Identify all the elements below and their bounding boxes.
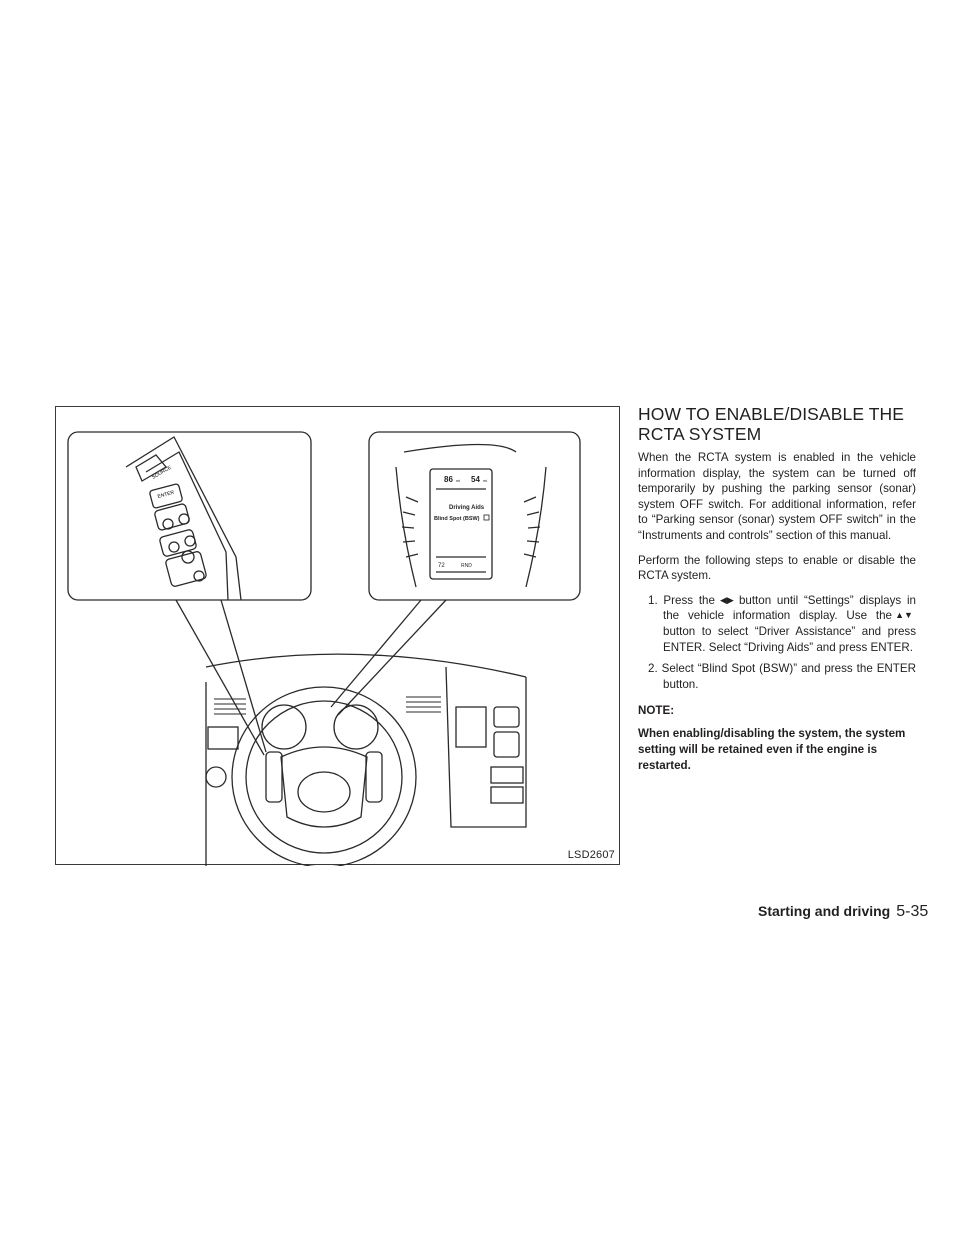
source-label: SOURCE — [151, 464, 173, 481]
step-1-part-a: 1. Press the — [648, 593, 715, 607]
illustration-drawing — [56, 407, 621, 866]
callout-left-frame — [68, 432, 311, 600]
steps-list — [638, 593, 916, 693]
enter-label: ENTER — [156, 489, 175, 500]
content-column — [638, 404, 916, 773]
odometer-right: 54 — [471, 475, 480, 484]
odometer-left: 86 — [444, 475, 453, 484]
step-2: 2. Select “Blind Spot (BSW)” and press the ENTER button. — [648, 662, 916, 691]
page-footer — [758, 903, 928, 921]
temperature: 72 — [438, 563, 445, 569]
figure-code: LSD2607 — [567, 849, 615, 861]
odometer-right-unit: mi — [483, 478, 488, 483]
odometer-left-unit: mi — [456, 478, 461, 483]
left-right-arrow-icon: ◀▶ — [720, 594, 734, 605]
step-1 — [638, 593, 916, 655]
menu-item: Blind Spot (BSW) — [434, 516, 480, 522]
note-text: When enabling/disabling the system, the system setting will be retained even if the engine is restarted. — [638, 727, 906, 772]
checkbox-icon — [484, 515, 489, 520]
heading-line-1: HOW TO ENABLE/DISABLE THE — [638, 404, 905, 424]
illustration-steering-wheel — [55, 406, 620, 865]
gear-indicator: RND — [461, 563, 472, 569]
menu-title: Driving Aids — [449, 505, 485, 511]
page-number: 5-35 — [896, 903, 929, 920]
steps-intro: Perform the following steps to enable or disable the RCTA system. — [638, 553, 916, 583]
intro-paragraph: When the RCTA system is enabled in the vehicle information display, the system can be turned off temporarily by pushing the parking sensor (sonar) system OFF switch. For additional information, refer to “Parking sensor (sonar) system OFF switch” in the “Instruments and controls” section of this manual. — [638, 451, 916, 542]
note-label: NOTE: — [638, 704, 675, 718]
step-1-part-b: button until “Settings” displays in the vehicle information display. Use the — [663, 593, 916, 623]
footer-section-name: Starting and driving — [758, 903, 891, 919]
step-1-part-c: button to select “Driver Assistance” and press ENTER. Select “Driving Aids” and press ENTER. — [663, 624, 916, 654]
section-heading — [638, 404, 916, 444]
up-down-arrow-icon: ▲▼ — [895, 610, 913, 621]
heading-line-2: RCTA SYSTEM — [638, 424, 762, 444]
